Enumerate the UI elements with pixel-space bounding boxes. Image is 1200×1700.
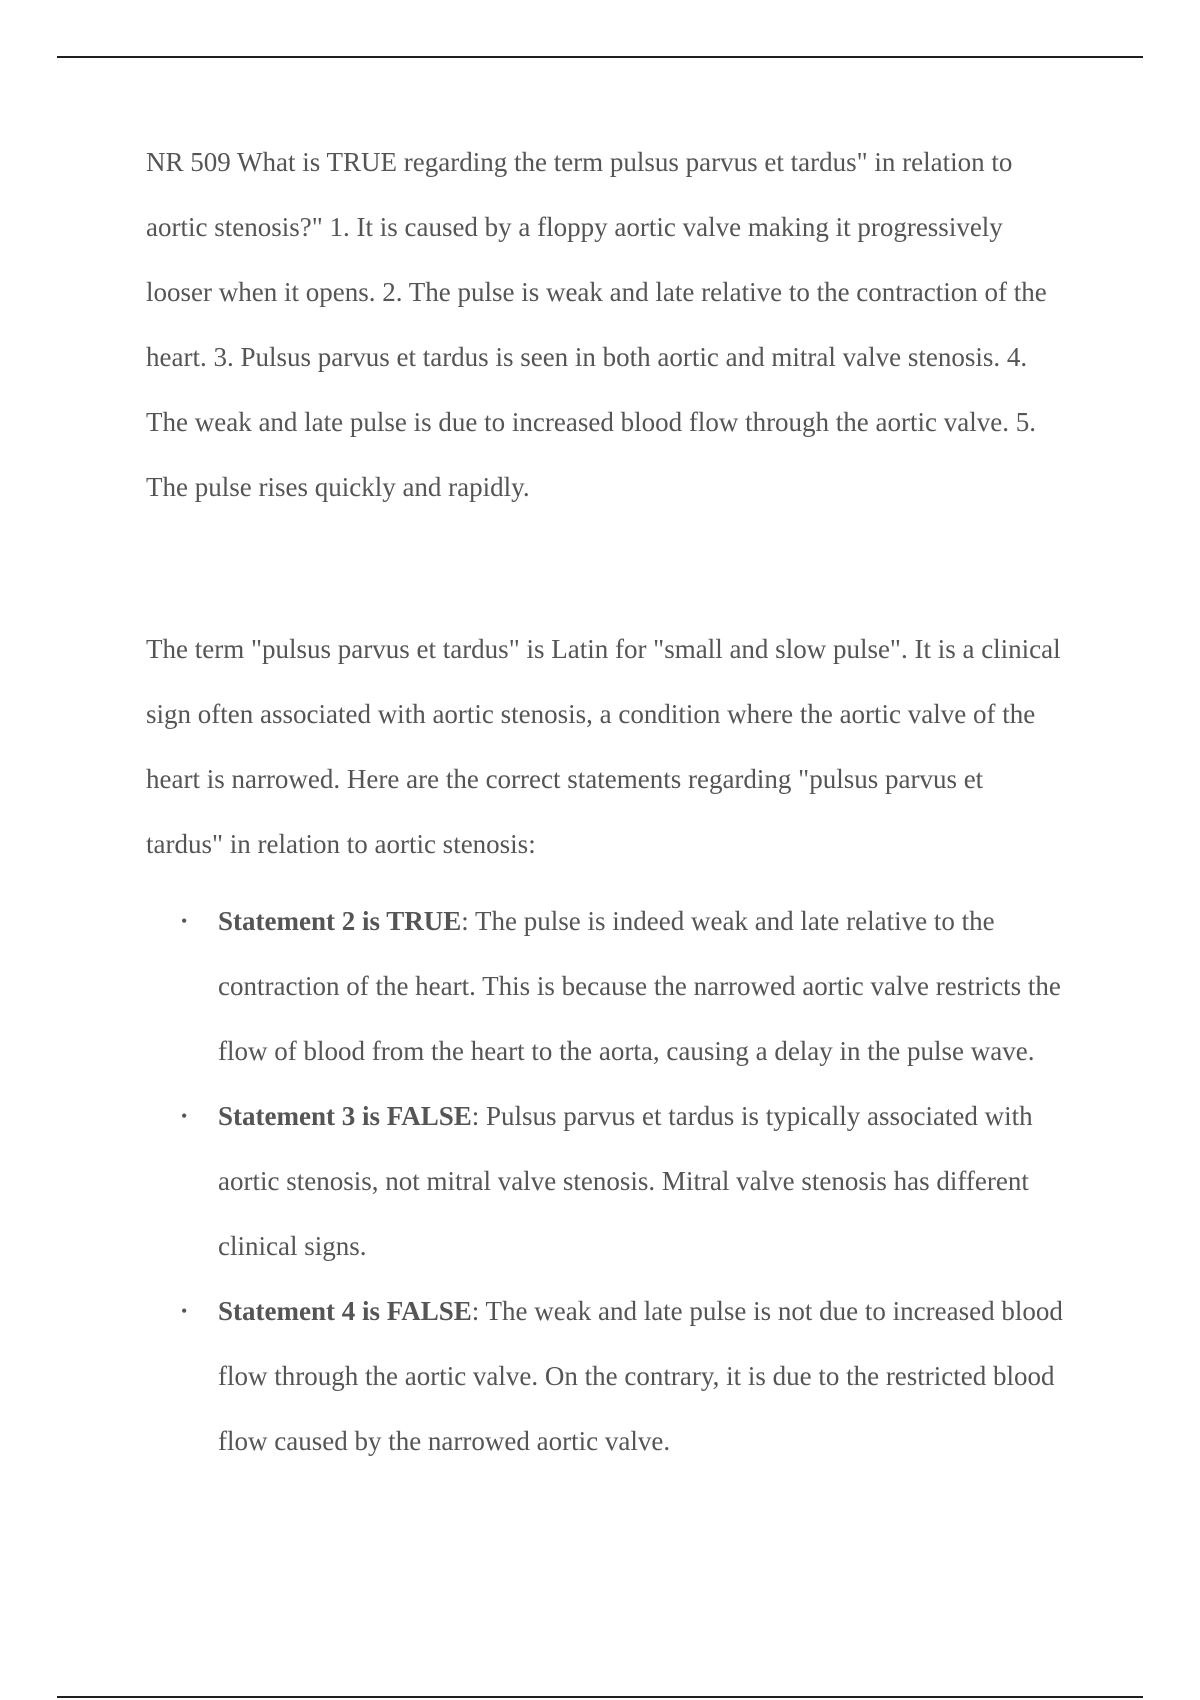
top-divider: [57, 56, 1143, 58]
list-item: [146, 1084, 1066, 1279]
bullet-icon: •: [181, 1301, 188, 1321]
question-paragraph: NR 509 What is TRUE regarding the term pulsus parvus et tardus" in relation to aortic stenosis?" 1. It is caused by a floppy aortic valve making it progressively looser when it opens. 2. The pulse is weak and late relative to the contraction of the heart. 3. Pulsus parvus et tardus is seen in both aortic and mitral valve stenosis. 4. The weak and late pulse is due to increased blood flow through the aortic valve. 5. The pulse rises quickly and rapidly.: [146, 147, 1047, 502]
statement-label: Statement 2 is TRUE: [218, 906, 462, 936]
list-item: [146, 889, 1066, 1084]
bottom-divider: [57, 1696, 1143, 1698]
statement-text: : The pulse is indeed weak and late relative to the contraction of the heart. This is because the narrowed aortic valve restricts the flow of blood from the heart to the aorta, causing a delay in the pulse wave.: [218, 906, 1061, 1066]
answer-intro-paragraph: The term "pulsus parvus et tardus" is Latin for "small and slow pulse". It is a clinical sign often associated with aortic stenosis, a condition where the aortic valve of the heart is narrowed. Here are the correct statements regarding "pulsus parvus et tardus" in relation to aortic stenosis:: [146, 634, 1061, 859]
bullet-icon: •: [181, 1106, 188, 1126]
statement-label: Statement 3 is FALSE: [218, 1101, 472, 1131]
statement-text: : Pulsus parvus et tardus is typically associated with aortic stenosis, not mitral valve stenosis. Mitral valve stenosis has different clinical signs.: [218, 1101, 1033, 1261]
document-body: [146, 130, 1066, 1474]
statement-list: [146, 889, 1066, 1474]
bullet-icon: •: [181, 911, 188, 931]
statement-text: : The weak and late pulse is not due to increased blood flow through the aortic valve. On the contrary, it is due to the restricted blood flow caused by the narrowed aortic valve.: [218, 1296, 1063, 1456]
list-item: [146, 1279, 1066, 1474]
statement-label: Statement 4 is FALSE: [218, 1296, 472, 1326]
